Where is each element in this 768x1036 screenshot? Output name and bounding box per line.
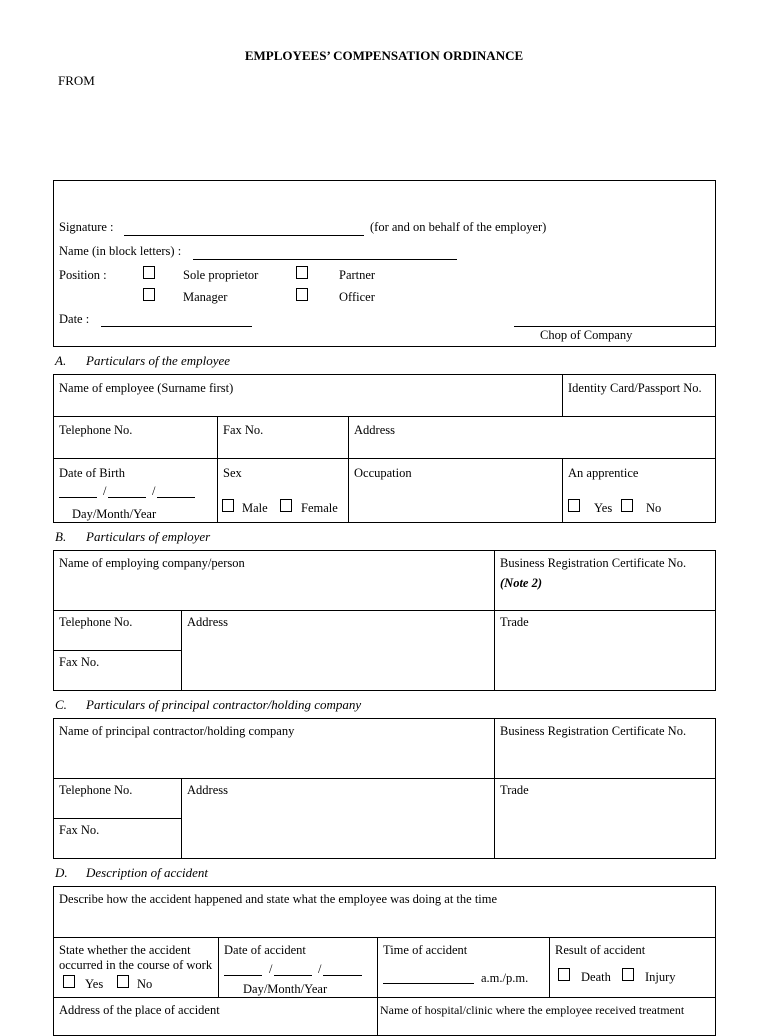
section-c-row-divider-1 [53,778,716,779]
section-a-table [53,374,716,523]
signature-note: (for and on behalf of the employer) [370,220,547,234]
section-a-row-divider-2 [53,458,716,459]
section-a-heading [55,353,230,369]
employee-name-label: Name of employee (Surname first) [59,381,234,395]
dob-year-line[interactable] [157,497,195,498]
apprentice-no-checkbox[interactable] [621,499,633,512]
date-line[interactable] [101,326,252,327]
accident-month-line[interactable] [274,975,312,976]
section-d-title: Description of accident [86,865,209,880]
employee-telephone-label: Telephone No. [59,423,133,437]
section-a-letter: A. [55,353,67,368]
section-d-row-divider-1 [53,937,716,938]
section-b-table [53,550,716,691]
sole-proprietor-checkbox[interactable] [143,266,155,279]
employer-brc-note: (Note 2) [500,576,542,590]
dob-format-label: Day/Month/Year [72,507,157,521]
time-of-accident-line[interactable] [383,983,474,984]
ampm-label: a.m./p.m. [481,971,529,985]
death-checkbox[interactable] [558,968,570,981]
chop-line [514,326,715,327]
place-of-accident-label: Address of the place of accident [59,1003,220,1017]
section-d-col-divider-2 [377,937,378,1036]
female-label: Female [301,501,338,515]
from-label: FROM [58,73,95,88]
section-b-row-divider-1 [53,610,716,611]
contractor-address-label: Address [187,783,228,797]
section-a-col-divider-1 [217,416,218,523]
accident-year-line[interactable] [323,975,362,976]
sole-proprietor-label: Sole proprietor [183,268,259,282]
dob-separator-2: / [152,484,156,498]
male-checkbox[interactable] [222,499,234,512]
manager-label: Manager [183,290,228,304]
course-of-work-yes-checkbox[interactable] [63,975,75,988]
section-d-letter: D. [55,865,68,880]
dob-day-line[interactable] [59,497,97,498]
section-b-col-divider-trade [494,550,495,691]
employer-brc-label: Business Registration Certificate No. [500,556,687,570]
hospital-clinic-label: Name of hospital/clinic where the employee received treatment [380,1003,685,1017]
manager-checkbox[interactable] [143,288,155,301]
accident-date-separator-1: / [269,962,273,976]
signature-line[interactable] [124,235,364,236]
course-of-work-yes-label: Yes [85,977,104,991]
date-of-birth-label: Date of Birth [59,466,125,480]
section-b-title: Particulars of employer [86,529,211,544]
name-block-letters-label: Name (in block letters) : [59,244,182,258]
employer-company-label: Name of employing company/person [59,556,245,570]
section-d-heading [55,865,208,881]
name-block-letters-line[interactable] [193,259,457,260]
female-checkbox[interactable] [280,499,292,512]
section-c-col-divider-trade [494,718,495,859]
dob-month-line[interactable] [108,497,146,498]
dob-separator-1: / [103,484,107,498]
employer-trade-label: Trade [500,615,529,629]
course-of-work-no-checkbox[interactable] [117,975,129,988]
chop-of-company-label: Chop of Company [540,328,633,342]
course-of-work-label-2: occurred in the course of work [59,958,213,972]
section-b-row-divider-2 [53,650,182,651]
section-c-col-divider-address [181,778,182,859]
occupation-label: Occupation [354,466,412,480]
section-a-col-divider-3 [562,458,563,523]
employer-fax-label: Fax No. [59,655,100,669]
officer-label: Officer [339,290,375,304]
section-c-letter: C. [55,697,67,712]
partner-checkbox[interactable] [296,266,308,279]
employer-signature-box [53,180,716,347]
contractor-telephone-label: Telephone No. [59,783,133,797]
id-passport-label: Identity Card/Passport No. [568,381,702,395]
accident-date-separator-2: / [318,962,322,976]
employer-address-label: Address [187,615,228,629]
accident-date-format-label: Day/Month/Year [243,982,328,996]
officer-checkbox[interactable] [296,288,308,301]
section-a-col-divider-2 [348,416,349,523]
position-label: Position : [59,268,107,282]
describe-accident-label: Describe how the accident happened and state what the employee was doing at the time [59,892,498,906]
accident-day-line[interactable] [224,975,262,976]
section-c-table [53,718,716,859]
signature-label: Signature : [59,220,114,234]
form-title: EMPLOYEES’ COMPENSATION ORDINANCE [244,48,524,63]
apprentice-yes-checkbox[interactable] [568,499,580,512]
sex-label: Sex [223,466,242,480]
date-of-accident-label: Date of accident [224,943,306,957]
apprentice-label: An apprentice [568,466,639,480]
apprentice-yes-label: Yes [594,501,613,515]
section-a-col-divider-id [562,374,563,416]
injury-checkbox[interactable] [622,968,634,981]
time-of-accident-label: Time of accident [383,943,468,957]
section-d-col-divider-1 [218,937,219,997]
male-label: Male [242,501,268,515]
contractor-brc-label: Business Registration Certificate No. [500,724,687,738]
course-of-work-label-1: State whether the accident [59,943,191,957]
partner-label: Partner [339,268,376,282]
section-a-row-divider-1 [53,416,716,417]
section-d-row-divider-2 [53,997,716,998]
section-d-col-divider-3 [549,937,550,997]
course-of-work-no-label: No [137,977,153,991]
employee-address-label: Address [354,423,395,437]
contractor-company-label: Name of principal contractor/holding company [59,724,295,738]
section-c-heading [55,697,361,713]
injury-label: Injury [645,970,676,984]
result-of-accident-label: Result of accident [555,943,646,957]
apprentice-no-label: No [646,501,662,515]
employee-fax-label: Fax No. [223,423,264,437]
section-b-col-divider-address [181,610,182,691]
section-a-title: Particulars of the employee [86,353,231,368]
section-b-letter: B. [55,529,67,544]
contractor-fax-label: Fax No. [59,823,100,837]
section-c-title: Particulars of principal contractor/holding company [86,697,362,712]
employer-telephone-label: Telephone No. [59,615,133,629]
section-b-heading [55,529,210,545]
date-label: Date : [59,312,90,326]
death-label: Death [581,970,611,984]
section-c-row-divider-2 [53,818,182,819]
contractor-trade-label: Trade [500,783,529,797]
